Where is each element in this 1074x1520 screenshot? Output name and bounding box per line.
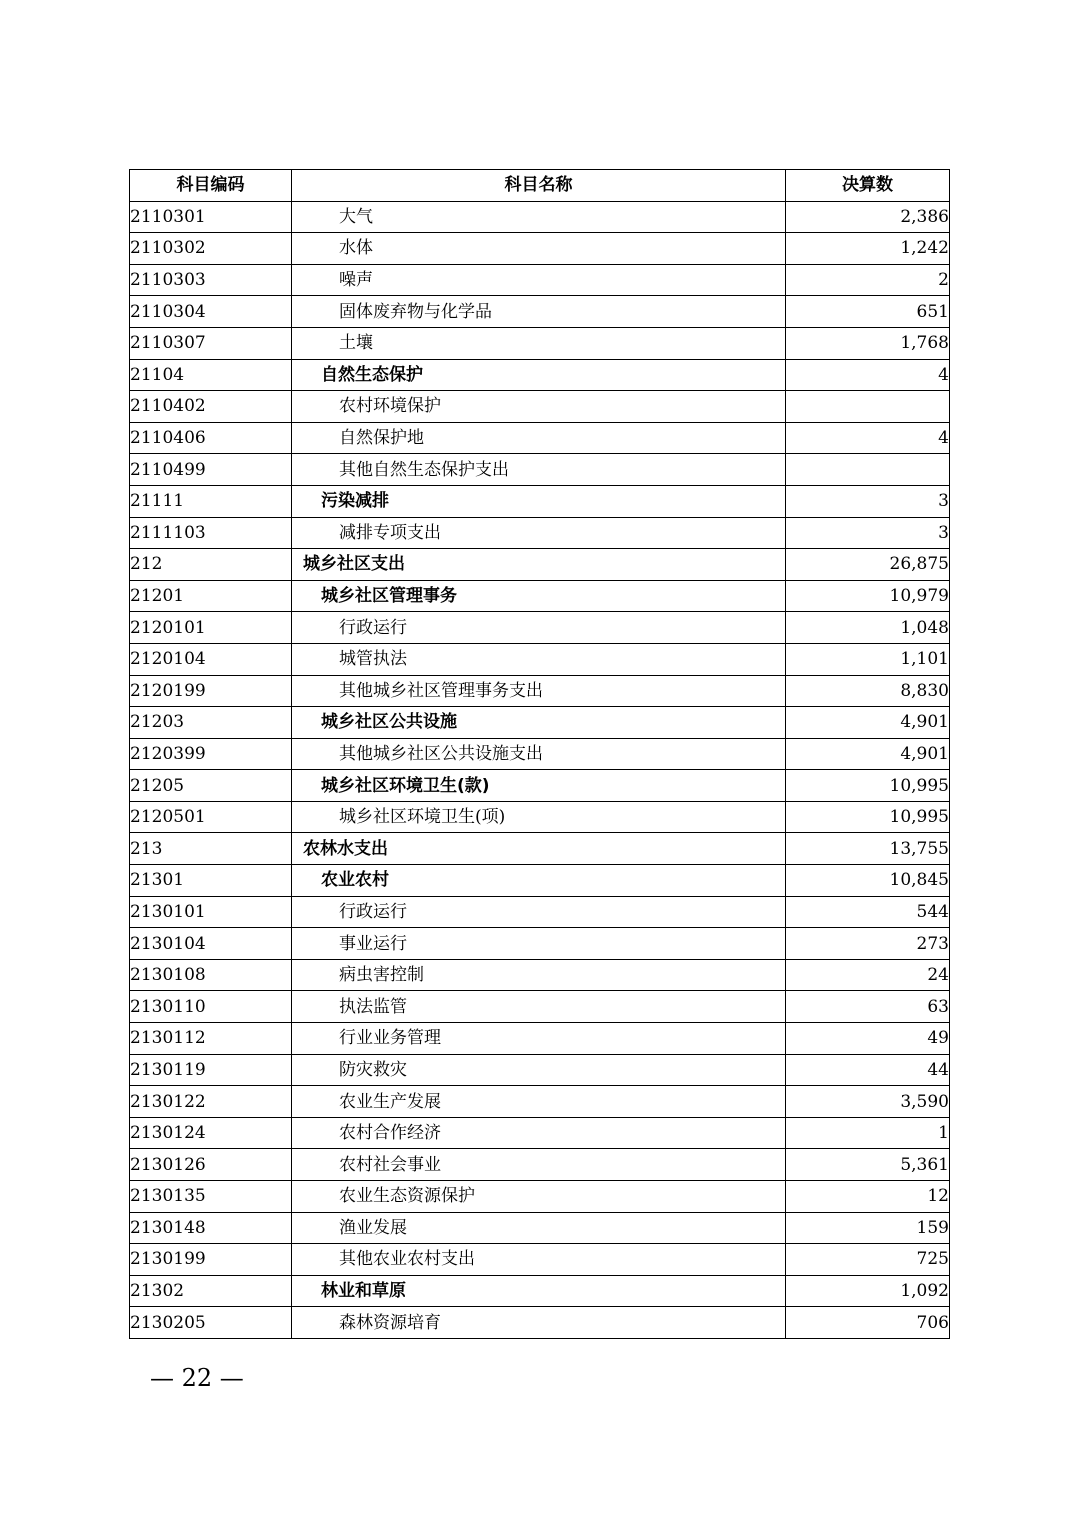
- row-code: 2110307: [130, 327, 292, 359]
- row-name: 农林水支出: [292, 833, 786, 865]
- page-number: — 22 —: [150, 1364, 244, 1392]
- table-row: [130, 517, 950, 549]
- row-code: 2130122: [130, 1086, 292, 1118]
- table-row: [130, 1181, 950, 1213]
- row-amount: 26,875: [786, 549, 950, 581]
- table-row: [130, 580, 950, 612]
- row-code: 2120199: [130, 675, 292, 707]
- row-amount: 63: [786, 991, 950, 1023]
- row-name: 大气: [292, 201, 786, 233]
- row-name: 城乡社区环境卫生(款): [292, 770, 786, 802]
- table-row: [130, 833, 950, 865]
- row-amount: 706: [786, 1307, 950, 1339]
- row-code: 2130124: [130, 1117, 292, 1149]
- row-code: 2120104: [130, 643, 292, 675]
- row-name: 固体废弃物与化学品: [292, 296, 786, 328]
- row-name: 自然保护地: [292, 422, 786, 454]
- table-row: [130, 1149, 950, 1181]
- row-code: 2110301: [130, 201, 292, 233]
- table-row: [130, 928, 950, 960]
- row-amount: 10,995: [786, 770, 950, 802]
- table-row: [130, 707, 950, 739]
- row-amount: 2: [786, 264, 950, 296]
- row-amount: 1,768: [786, 327, 950, 359]
- row-code: 2120501: [130, 801, 292, 833]
- row-name: 污染减排: [292, 485, 786, 517]
- table-row: [130, 1086, 950, 1118]
- row-name: 渔业发展: [292, 1212, 786, 1244]
- budget-table: [129, 169, 950, 1339]
- table-row: [130, 549, 950, 581]
- table-row: [130, 327, 950, 359]
- row-code: 21201: [130, 580, 292, 612]
- row-amount: 4,901: [786, 707, 950, 739]
- row-code: 2130101: [130, 896, 292, 928]
- row-name: 城管执法: [292, 643, 786, 675]
- row-amount: 4: [786, 422, 950, 454]
- row-name: 行政运行: [292, 896, 786, 928]
- row-code: 2120399: [130, 738, 292, 770]
- row-name: 其他城乡社区管理事务支出: [292, 675, 786, 707]
- row-code: 2130108: [130, 959, 292, 991]
- row-name: 自然生态保护: [292, 359, 786, 391]
- table-row: [130, 1212, 950, 1244]
- header-name: 科目名称: [292, 170, 786, 202]
- row-code: 2110406: [130, 422, 292, 454]
- row-amount: 2,386: [786, 201, 950, 233]
- row-amount: 273: [786, 928, 950, 960]
- table-row: [130, 865, 950, 897]
- row-amount: 159: [786, 1212, 950, 1244]
- table-row: [130, 959, 950, 991]
- row-code: 2110304: [130, 296, 292, 328]
- header-row: [130, 170, 950, 202]
- row-amount: 12: [786, 1181, 950, 1213]
- row-code: 2110302: [130, 233, 292, 265]
- table-row: [130, 1023, 950, 1055]
- row-amount: 24: [786, 959, 950, 991]
- row-name: 减排专项支出: [292, 517, 786, 549]
- row-name: 森林资源培育: [292, 1307, 786, 1339]
- header-code: 科目编码: [130, 170, 292, 202]
- row-code: 21104: [130, 359, 292, 391]
- table-row: [130, 233, 950, 265]
- table-row: [130, 1117, 950, 1149]
- table-row: [130, 675, 950, 707]
- row-amount: 8,830: [786, 675, 950, 707]
- row-code: 21205: [130, 770, 292, 802]
- table-header: [130, 170, 950, 202]
- header-amount: 决算数: [786, 170, 950, 202]
- row-code: 2130104: [130, 928, 292, 960]
- row-code: 2110303: [130, 264, 292, 296]
- row-name: 农村环境保护: [292, 391, 786, 423]
- row-code: 2110499: [130, 454, 292, 486]
- row-code: 2130119: [130, 1054, 292, 1086]
- row-amount: 3,590: [786, 1086, 950, 1118]
- row-code: 2130126: [130, 1149, 292, 1181]
- table-row: [130, 770, 950, 802]
- table-row: [130, 801, 950, 833]
- row-amount: 10,979: [786, 580, 950, 612]
- row-code: 2120101: [130, 612, 292, 644]
- row-name: 其他城乡社区公共设施支出: [292, 738, 786, 770]
- row-amount: 1,242: [786, 233, 950, 265]
- row-name: 行政运行: [292, 612, 786, 644]
- row-name: 农村合作经济: [292, 1117, 786, 1149]
- row-name: 农村社会事业: [292, 1149, 786, 1181]
- table-row: [130, 391, 950, 423]
- row-code: 2111103: [130, 517, 292, 549]
- table-row: [130, 991, 950, 1023]
- row-name: 病虫害控制: [292, 959, 786, 991]
- row-code: 2130205: [130, 1307, 292, 1339]
- table-row: [130, 612, 950, 644]
- row-amount: 1: [786, 1117, 950, 1149]
- row-amount: 725: [786, 1244, 950, 1276]
- row-name: 噪声: [292, 264, 786, 296]
- row-amount: 49: [786, 1023, 950, 1055]
- row-code: 2110402: [130, 391, 292, 423]
- row-name: 城乡社区管理事务: [292, 580, 786, 612]
- row-amount: 651: [786, 296, 950, 328]
- row-amount: 544: [786, 896, 950, 928]
- row-amount: 44: [786, 1054, 950, 1086]
- row-amount: 4: [786, 359, 950, 391]
- row-code: 2130112: [130, 1023, 292, 1055]
- row-code: 2130148: [130, 1212, 292, 1244]
- table-row: [130, 896, 950, 928]
- row-amount: [786, 391, 950, 423]
- row-name: 农业生态资源保护: [292, 1181, 786, 1213]
- table-row: [130, 454, 950, 486]
- row-name: 其他自然生态保护支出: [292, 454, 786, 486]
- table-row: [130, 643, 950, 675]
- row-amount: 10,995: [786, 801, 950, 833]
- table-row: [130, 738, 950, 770]
- table-row: [130, 1275, 950, 1307]
- row-name: 土壤: [292, 327, 786, 359]
- row-name: 水体: [292, 233, 786, 265]
- row-name: 城乡社区公共设施: [292, 707, 786, 739]
- row-amount: 1,101: [786, 643, 950, 675]
- row-amount: [786, 454, 950, 486]
- table-row: [130, 1244, 950, 1276]
- row-amount: 3: [786, 485, 950, 517]
- row-amount: 13,755: [786, 833, 950, 865]
- row-code: 213: [130, 833, 292, 865]
- table-row: [130, 264, 950, 296]
- row-name: 防灾救灾: [292, 1054, 786, 1086]
- table-row: [130, 359, 950, 391]
- row-amount: 5,361: [786, 1149, 950, 1181]
- table-row: [130, 296, 950, 328]
- row-code: 21111: [130, 485, 292, 517]
- row-name: 林业和草原: [292, 1275, 786, 1307]
- row-amount: 1,092: [786, 1275, 950, 1307]
- table-row: [130, 1307, 950, 1339]
- row-name: 事业运行: [292, 928, 786, 960]
- row-name: 城乡社区环境卫生(项): [292, 801, 786, 833]
- row-name: 其他农业农村支出: [292, 1244, 786, 1276]
- row-code: 2130110: [130, 991, 292, 1023]
- row-name: 城乡社区支出: [292, 549, 786, 581]
- row-amount: 1,048: [786, 612, 950, 644]
- table-row: [130, 485, 950, 517]
- table-row: [130, 201, 950, 233]
- row-code: 2130199: [130, 1244, 292, 1276]
- row-code: 21203: [130, 707, 292, 739]
- row-amount: 3: [786, 517, 950, 549]
- row-name: 农业生产发展: [292, 1086, 786, 1118]
- row-name: 执法监管: [292, 991, 786, 1023]
- table-row: [130, 1054, 950, 1086]
- row-name: 农业农村: [292, 865, 786, 897]
- row-code: 2130135: [130, 1181, 292, 1213]
- row-code: 21302: [130, 1275, 292, 1307]
- row-amount: 10,845: [786, 865, 950, 897]
- row-code: 212: [130, 549, 292, 581]
- table-row: [130, 422, 950, 454]
- table-body: [130, 201, 950, 1338]
- row-code: 21301: [130, 865, 292, 897]
- row-name: 行业业务管理: [292, 1023, 786, 1055]
- row-amount: 4,901: [786, 738, 950, 770]
